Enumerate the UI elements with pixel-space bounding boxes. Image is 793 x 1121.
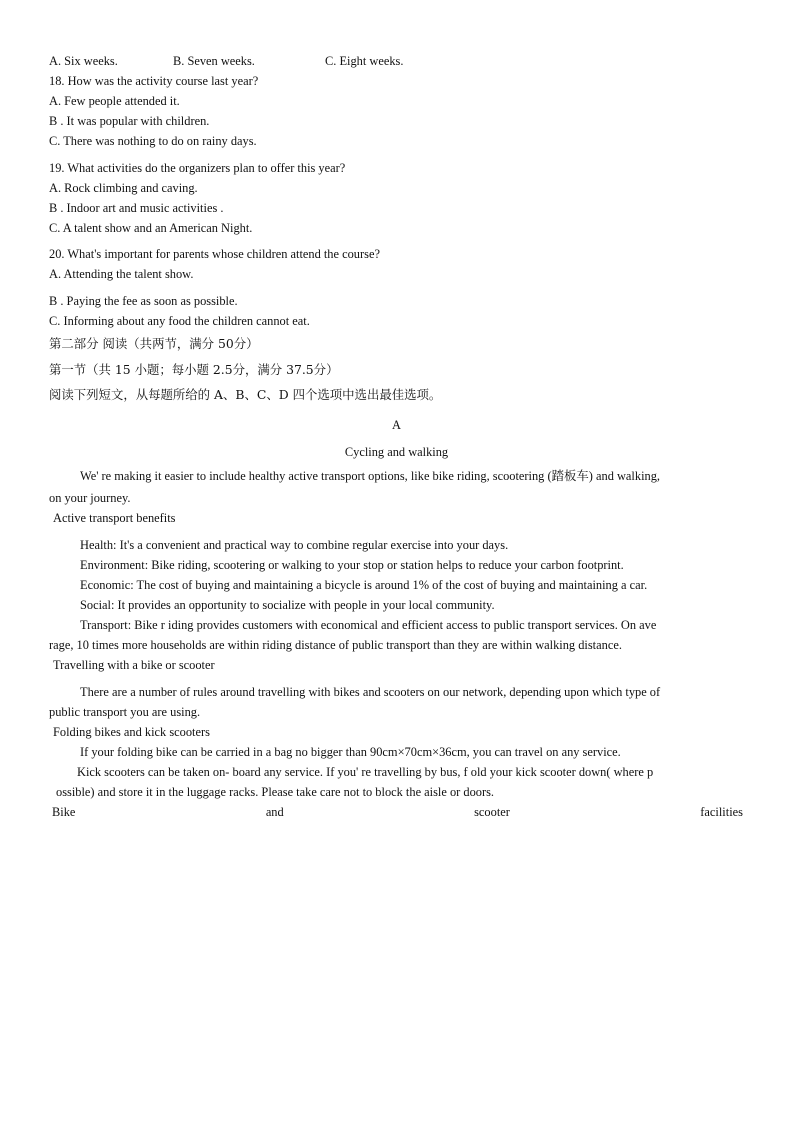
q17-option-c: C. Eight weeks.	[325, 54, 404, 68]
kick-scooter-line-2: ossible) and store it in the luggage racks. Please take care not to block the aisle or doors.	[56, 785, 495, 799]
rules-line-2: public transport you are using.	[49, 705, 201, 719]
q18-option-a: A. Few people attended it.	[49, 94, 180, 108]
rules-line-1: There are a number of rules around travelling with bikes and scooters on our network, depending upon which type of	[80, 685, 661, 699]
intro-line-2: on your journey.	[49, 491, 131, 505]
q19-option-a: A. Rock climbing and caving.	[49, 181, 198, 195]
q17-options	[49, 53, 429, 69]
benefit-economic: Economic: The cost of buying and maintaining a bicycle is around 1% of the cost of buying and maintaining a car.	[80, 578, 648, 592]
q18-option-c: C. There was nothing to do on rainy days.	[49, 134, 257, 148]
facilities-word-1: Bike	[52, 805, 76, 819]
folding-bike-rule: If your folding bike can be carried in a bag no bigger than 90cm×70cm×36cm, you can travel on any service.	[80, 745, 621, 759]
benefit-environment: Environment: Bike riding, scootering or walking to your stop or station helps to reduce your carbon footprint.	[80, 558, 624, 572]
q18-option-b: B . It was popular with children.	[49, 114, 210, 128]
facilities-word-2: and	[265, 805, 284, 819]
part2-heading: 第二部分 阅读（共两节，满分 50分）	[49, 336, 259, 351]
benefit-social: Social: It provides an opportunity to socialize with people in your local community.	[80, 598, 495, 612]
q20-option-b: B . Paying the fee as soon as possible.	[49, 294, 238, 308]
benefit-health: Health: It's a convenient and practical way to combine regular exercise into your days.	[80, 538, 509, 552]
q20-option-a: A. Attending the talent show.	[49, 267, 194, 281]
reading-instruction: 阅读下列短文，从每题所给的 A、B、C、D 四个选项中选出最佳选项。	[49, 387, 442, 402]
section1-heading: 第一节（共 15 小题；每小题 2.5分，满分 37.5分）	[49, 362, 339, 377]
facilities-heading-line	[52, 804, 743, 820]
intro-line-1: We' re making it easier to include healthy active transport options, like bike riding, scootering (踏板车) and walking,	[80, 469, 660, 483]
benefit-transport-line-2: rage, 10 times more households are within riding distance of public transport than they are within walking distance.	[49, 638, 622, 652]
facilities-word-3: scooter	[474, 805, 510, 819]
q17-option-b: B. Seven weeks.	[173, 54, 255, 68]
q20-option-c: C. Informing about any food the children cannot eat.	[49, 314, 310, 328]
benefit-transport-line-1: Transport: Bike r iding provides customers with economical and efficient access to public transport services. On ave	[80, 618, 657, 632]
q19-option-c: C. A talent show and an American Night.	[49, 221, 253, 235]
passage-title: Cycling and walking	[344, 445, 449, 459]
folding-heading: Folding bikes and kick scooters	[53, 725, 210, 739]
q17-option-a: A. Six weeks.	[49, 54, 118, 68]
kick-scooter-line-1: Kick scooters can be taken on- board any service. If you' re travelling by bus, f old your kick scooter down( where p	[77, 765, 654, 779]
benefits-heading: Active transport benefits	[53, 511, 176, 525]
q20-question: 20. What's important for parents whose children attend the course?	[49, 247, 380, 261]
q19-option-b: B . Indoor art and music activities .	[49, 201, 224, 215]
travelling-heading: Travelling with a bike or scooter	[53, 658, 215, 672]
q19-question: 19. What activities do the organizers plan to offer this year?	[49, 161, 346, 175]
passage-letter: A	[392, 418, 401, 432]
q18-question: 18. How was the activity course last year?	[49, 74, 259, 88]
facilities-word-4: facilities	[700, 805, 743, 819]
